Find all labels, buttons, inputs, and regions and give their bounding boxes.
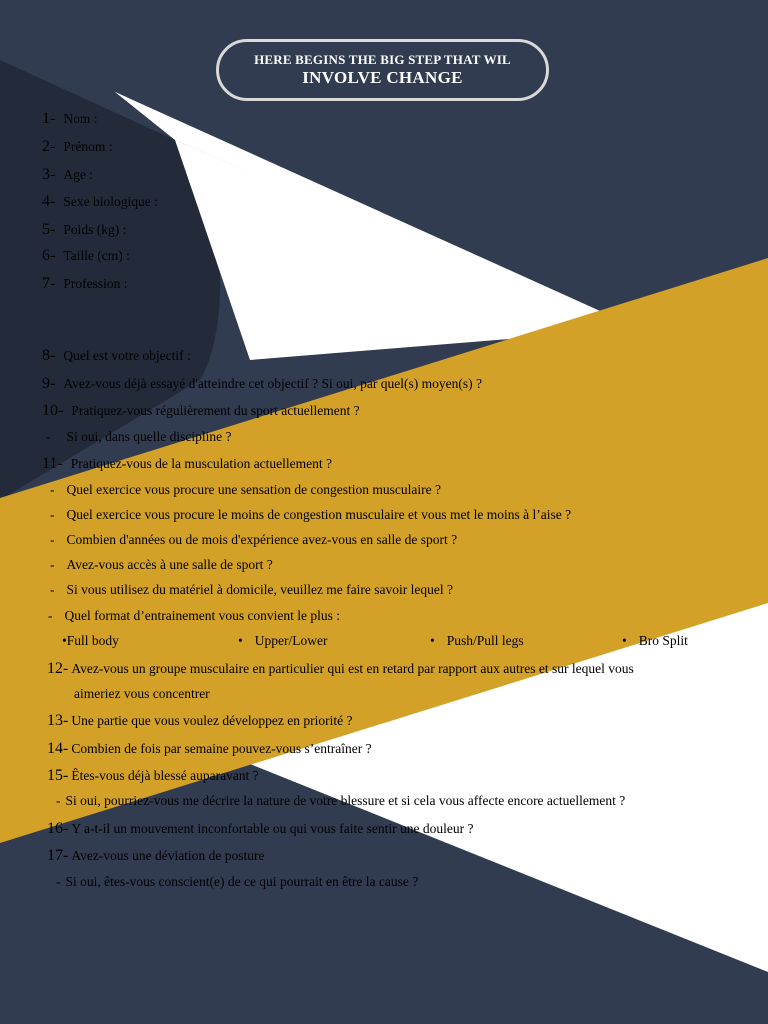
question-text: Profession :	[63, 276, 128, 291]
format-option-full-body	[62, 632, 119, 650]
question-1	[42, 110, 97, 128]
question-7	[42, 275, 127, 293]
question-number: 12-	[47, 660, 69, 677]
question-number: 15-	[47, 767, 69, 784]
sub-question-text: Quel exercice vous procure une sensation de congestion musculaire ?	[66, 482, 441, 497]
question-number: 16-	[47, 820, 69, 837]
question-text: Nom :	[63, 111, 98, 126]
question-number: 17-	[47, 847, 69, 864]
sub-question-text: Si oui, dans quelle discipline ?	[66, 429, 232, 444]
question-text: Pratiquez-vous de la musculation actuellement ?	[70, 456, 333, 471]
dash-bullet: -	[56, 793, 61, 808]
question-11-sub-c	[50, 531, 457, 549]
question-4	[42, 193, 158, 211]
question-number: 14-	[47, 740, 69, 757]
question-11-sub-d	[50, 556, 273, 574]
question-number: 7-	[42, 275, 56, 292]
sub-question-text: Avez-vous accès à une salle de sport ?	[66, 557, 273, 572]
question-number: 10-	[42, 402, 64, 419]
format-option-bro-split	[622, 632, 688, 650]
question-text: Avez-vous un groupe musculaire en particulier qui est en retard par rapport aux autres et sur lequel vous	[71, 661, 634, 676]
question-15	[47, 767, 259, 785]
format-label: Bro Split	[638, 633, 688, 648]
question-15-sub	[56, 792, 625, 810]
sub-question-text: Si oui, pourriez-vous me décrire la nature de votre blessure et si cela vous affecte encore actuellement ?	[65, 793, 626, 808]
header-line-1: HERE BEGINS THE BIG STEP THAT WIL	[254, 52, 511, 67]
sub-question-text: Quel exercice vous procure le moins de congestion musculaire et vous met le moins à l’aise ?	[66, 507, 572, 522]
sub-question-text: Combien d'années ou de mois d'expérience avez-vous en salle de sport ?	[66, 532, 458, 547]
question-11-sub-f	[48, 607, 340, 625]
bullet: •	[238, 633, 243, 648]
question-text: Avez-vous une déviation de posture	[71, 848, 265, 863]
question-13	[47, 712, 352, 730]
header-badge	[216, 39, 549, 101]
question-text: Êtes-vous déjà blessé auparavant ?	[71, 768, 259, 783]
question-6	[42, 247, 130, 265]
question-text: Combien de fois par semaine pouvez-vous s’entraîner ?	[71, 741, 372, 756]
dash-bullet: -	[50, 482, 55, 497]
format-label: Push/Pull legs	[446, 633, 524, 648]
question-11-sub-b	[50, 506, 571, 524]
question-9	[42, 375, 482, 393]
dash-bullet: -	[50, 557, 55, 572]
question-number: 6-	[42, 247, 56, 264]
dash-bullet: -	[50, 582, 55, 597]
question-5	[42, 221, 126, 239]
format-label: Full body	[66, 633, 119, 648]
dash-bullet: -	[50, 507, 55, 522]
bullet: •	[622, 633, 627, 648]
question-text-continued: aimeriez vous concentrer	[74, 686, 210, 701]
question-text: Quel est votre objectif :	[63, 348, 191, 363]
question-number: 11-	[42, 455, 63, 472]
question-3	[42, 166, 93, 184]
question-number: 3-	[42, 166, 56, 183]
question-10	[42, 402, 360, 420]
question-2	[42, 138, 112, 156]
dash-bullet: -	[56, 874, 61, 889]
question-10-sub	[46, 428, 231, 446]
question-number: 4-	[42, 193, 56, 210]
format-option-upper-lower	[238, 632, 327, 650]
dash-bullet: -	[46, 429, 51, 444]
sub-question-text: Si vous utilisez du matériel à domicile, veuillez me faire savoir lequel ?	[66, 582, 453, 597]
question-text: Sexe biologique :	[63, 194, 158, 209]
bullet: •	[430, 633, 435, 648]
question-17-sub	[56, 873, 418, 891]
question-11-sub-e	[50, 581, 453, 599]
format-option-push-pull-legs	[430, 632, 524, 650]
question-text: Avez-vous déjà essayé d'atteindre cet objectif ? Si oui, par quel(s) moyen(s) ?	[63, 376, 482, 391]
question-number: 13-	[47, 712, 69, 729]
question-text: Poids (kg) :	[63, 222, 127, 237]
question-17	[47, 847, 265, 865]
question-11	[42, 455, 332, 473]
question-text: Pratiquez-vous régulièrement du sport actuellement ?	[71, 403, 360, 418]
question-number: 8-	[42, 347, 56, 364]
question-11-sub-a	[50, 481, 441, 499]
question-16	[47, 820, 473, 838]
question-8	[42, 347, 191, 365]
dash-bullet: -	[50, 532, 55, 547]
dash-bullet: -	[48, 608, 53, 623]
question-text: Une partie que vous voulez développez en priorité ?	[71, 713, 353, 728]
sub-question-text: Si oui, êtes-vous conscient(e) de ce qui pourrait en être la cause ?	[65, 874, 419, 889]
question-14	[47, 740, 372, 758]
question-number: 5-	[42, 221, 56, 238]
question-text: Y a-t-il un mouvement inconfortable ou qui vous faite sentir une douleur ?	[71, 821, 474, 836]
header-line-2: INVOLVE CHANGE	[302, 68, 463, 87]
question-12-continued	[74, 685, 210, 703]
sub-question-text: Quel format d’entrainement vous convient le plus :	[64, 608, 341, 623]
question-text: Taille (cm) :	[63, 248, 130, 263]
question-number: 2-	[42, 138, 56, 155]
bullet: •	[62, 633, 67, 648]
question-number: 1-	[42, 110, 56, 127]
question-text: Age :	[63, 167, 93, 182]
format-label: Upper/Lower	[254, 633, 328, 648]
question-text: Prénom :	[63, 139, 113, 154]
question-number: 9-	[42, 375, 56, 392]
question-12	[47, 660, 634, 678]
